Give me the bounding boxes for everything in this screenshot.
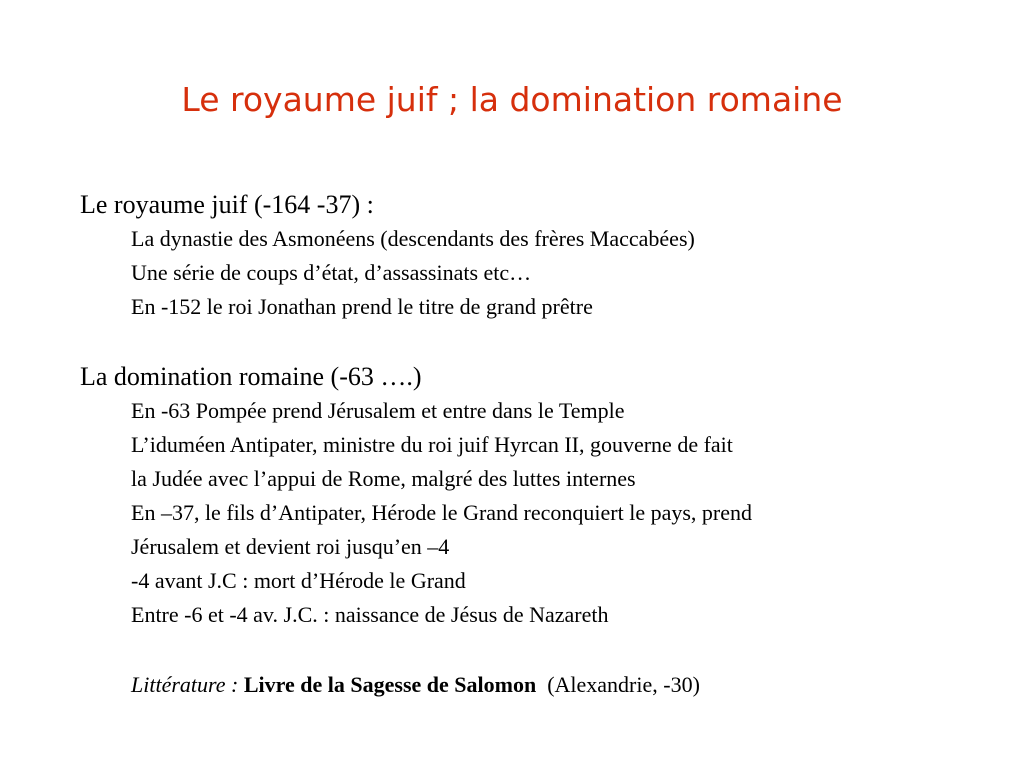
literature-line xyxy=(80,668,980,702)
slide-title: Le royaume juif ; la domination romaine xyxy=(181,80,843,119)
section-heading-royaume: Le royaume juif (-164 -37) : xyxy=(80,190,374,219)
bullet-line: La dynastie des Asmonéens (descendants des frères Maccabées) xyxy=(131,226,695,251)
literature-label: Littérature : xyxy=(131,672,244,697)
section-heading-domination: La domination romaine (-63 ….) xyxy=(80,362,422,391)
bullet-line: la Judée avec l’appui de Rome, malgré des luttes internes xyxy=(131,466,636,491)
spacer xyxy=(80,324,980,360)
literature-note: (Alexandrie, -30) xyxy=(536,672,700,697)
slide-body xyxy=(80,188,980,702)
bullet-line: En –37, le fils d’Antipater, Hérode le Grand reconquiert le pays, prend xyxy=(131,500,753,525)
bullet-line: -4 avant J.C : mort d’Hérode le Grand xyxy=(131,568,466,593)
bullet-line: En -63 Pompée prend Jérusalem et entre dans le Temple xyxy=(131,398,625,423)
spacer xyxy=(80,632,980,668)
bullet-line: L’iduméen Antipater, ministre du roi juif Hyrcan II, gouverne de fait xyxy=(131,432,733,457)
bullet-line: Entre -6 et -4 av. J.C. : naissance de Jésus de Nazareth xyxy=(131,602,609,627)
bullet-line: En -152 le roi Jonathan prend le titre de grand prêtre xyxy=(131,294,593,319)
literature-book-title: Livre de la Sagesse de Salomon xyxy=(243,672,537,697)
bullet-line: Jérusalem et devient roi jusqu’en –4 xyxy=(131,534,450,559)
bullet-line: Une série de coups d’état, d’assassinats etc… xyxy=(131,260,532,285)
